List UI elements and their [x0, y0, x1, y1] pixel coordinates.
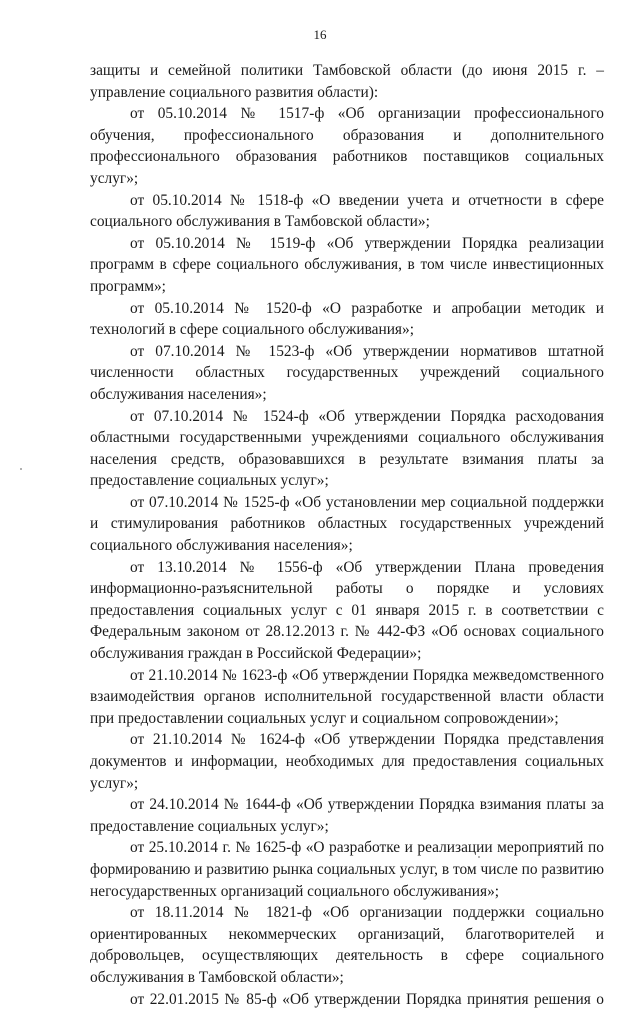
paragraph-decree-1625: от 25.10.2014 г. № 1625-ф «О разработке и реализации мероприятий по формированию и развитию рынка социальных услуг, в том числе по развитию негосударственных организаций социального обслуживания»; [90, 839, 605, 900]
paragraph-decree-1525: от 07.10.2014 № 1525-ф «Об установлении мер социальной поддержки и стимулирования работников областных государственных учреждений социального обслуживания населения»; [90, 493, 604, 555]
paragraph-decree-1520: от 05.10.2014 № 1520-ф «О разработке и апробации методик и технологий в сфере социального обслуживания»; [90, 299, 604, 339]
scan-speck [20, 468, 22, 470]
paragraph-intro: защиты и семейной политики Тамбовской области (до июня 2015 г. – управление социального развития области): [90, 62, 604, 101]
paragraph-decree-1556: от 13.10.2014 № 1556-ф «Об утверждении Плана проведения информационно-разъяснительной работы о порядке и условиях предоставления социальных услуг с 01 января 2015 г. в соответствии с Федеральным законом от 28.12.2013 г. № 442-ФЗ «Об основах социального обслуживания граждан в Российской Федерации»; [90, 558, 604, 663]
paragraph-decree-1524: от 07.10.2014 № 1524-ф «Об утверждении Порядка расходования областными государственными учреждениями социального обслуживания населения средств, образовавшихся в результате взимания платы за предоставление социальных услуг»; [90, 407, 604, 490]
paragraph-decree-1517: от 05.10.2014 № 1517-ф «Об организации профессионального обучения, профессионального образования и дополнительного профессионального образования работников поставщиков социальных услуг»; [90, 105, 604, 187]
document-body [90, 60, 604, 1010]
paragraph-decree-1821: от 18.11.2014 № 1821-ф «Об организации поддержки социально ориентированных некоммерческих организаций, благотворителей и добровольцев, осуществляющих деятельность в сфере социального обслуживания в Тамбовской области»; [90, 904, 604, 986]
paragraph-decree-1644: от 24.10.2014 № 1644-ф «Об утверждении Порядка взимания платы за предоставление социальных услуг»; [90, 796, 604, 835]
paragraph-decree-1519: от 05.10.2014 № 1519-ф «Об утверждении Порядка реализации программ в сфере социального обслуживания, в том числе инвестиционных программ»; [90, 234, 604, 295]
paragraph-decree-1624: от 21.10.2014 № 1624-ф «Об утверждении Порядка представления документов и информации, необходимых для предоставления социальных услуг»; [90, 731, 604, 792]
scan-speck [478, 856, 480, 858]
paragraph-decree-1523: от 07.10.2014 № 1523-ф «Об утверждении нормативов штатной численности областных государственных учреждений социального обслуживания населения»; [90, 342, 604, 403]
paragraph-decree-1623: от 21.10.2014 № 1623-ф «Об утверждении Порядка межведомственного взаимодействия органов исполнительной государственной власти области при предоставлении социальных услуг и социальном сопровождении»; [90, 666, 604, 727]
page-number: 16 [313, 27, 327, 42]
paragraph-decree-85: от 22.01.2015 № 85-ф «Об утверждении Порядка принятия решения о [130, 990, 604, 1008]
paragraph-decree-1518: от 05.10.2014 № 1518-ф «О введении учета и отчетности в сфере социального обслуживания в Тамбовской области»; [90, 191, 604, 231]
